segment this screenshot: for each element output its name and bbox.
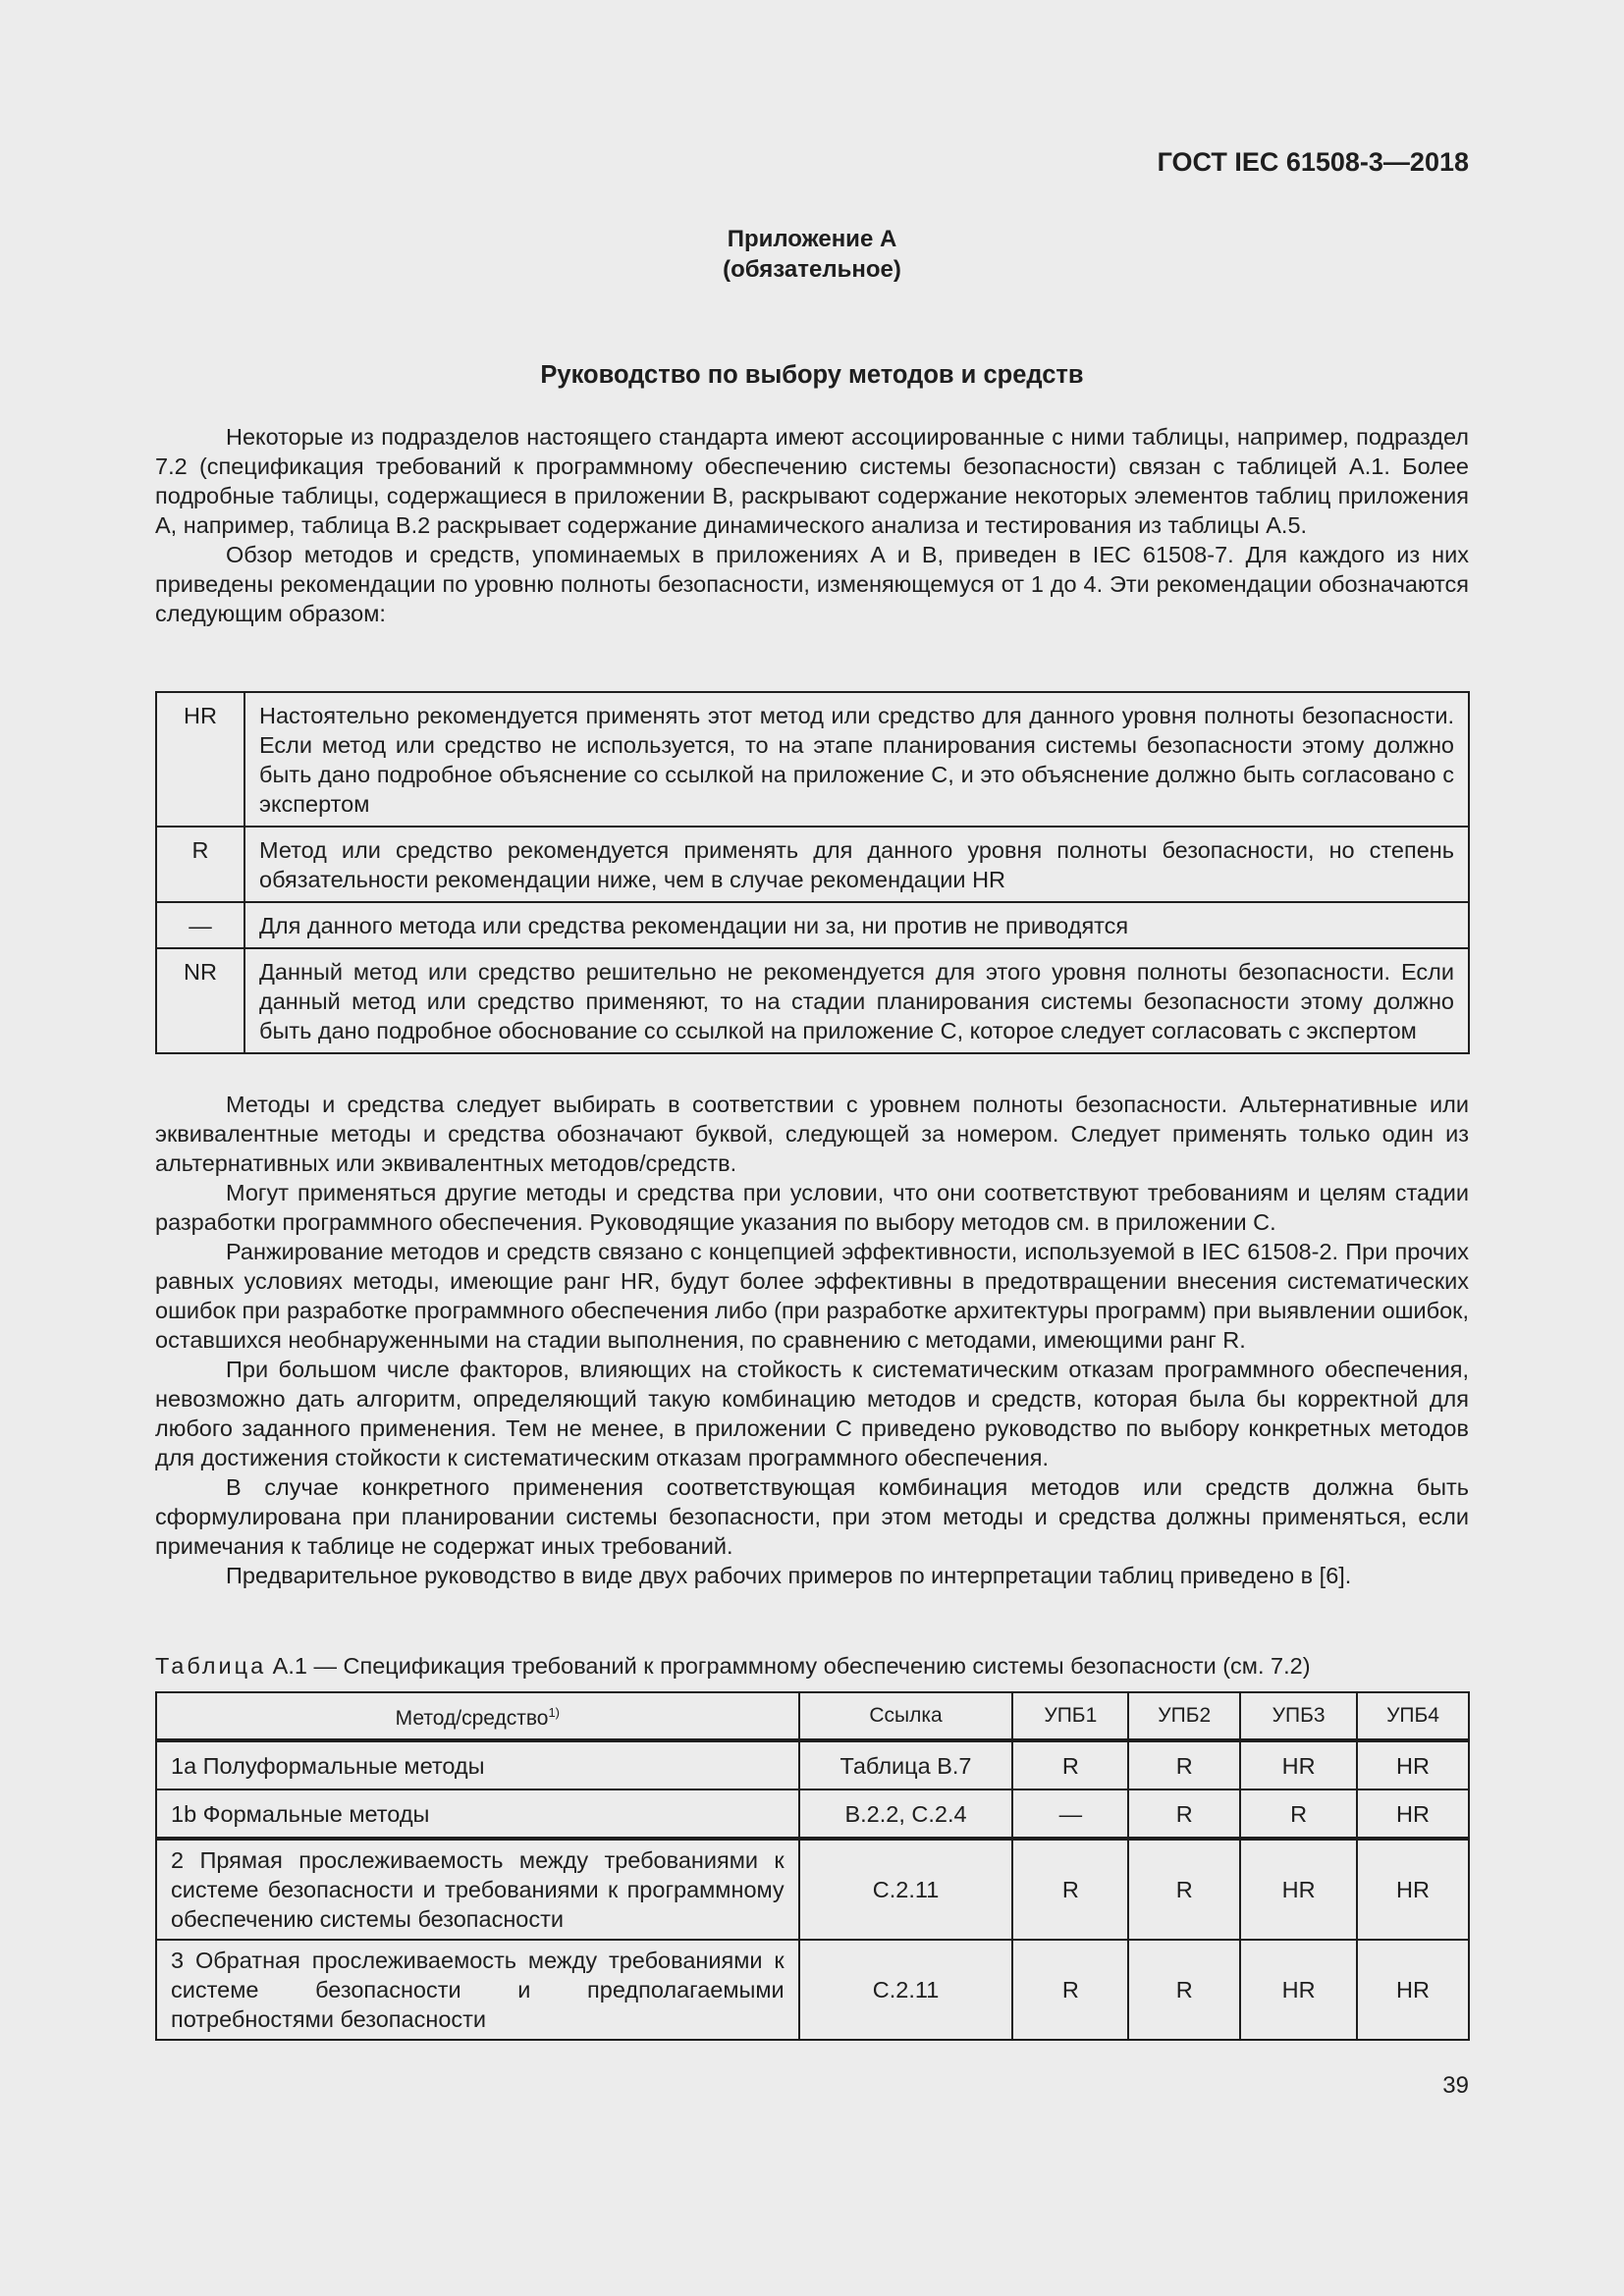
legend-code: R — [156, 827, 244, 902]
sil1-cell: R — [1012, 1839, 1128, 1940]
ref-cell: В.2.2, С.2.4 — [799, 1789, 1013, 1839]
table-row — [156, 1839, 1469, 1940]
table-caption-text: А.1 — Спецификация требований к программному обеспечению системы безопасности (см. 7.2) — [266, 1653, 1311, 1679]
requirements-spec-table — [155, 1691, 1470, 2041]
paragraph: Методы и средства следует выбирать в соответствии с уровнем полноты безопасности. Альтернативные или эквивалентные методы и средства обозначают буквой, следующей за номером. Следует применять только один из альтернативных или эквивалентных методов/средств. — [155, 1092, 1469, 1176]
col-header-ref: Ссылка — [799, 1692, 1013, 1740]
annex-heading — [0, 224, 1624, 285]
col-header-sil3: УПБ3 — [1240, 1692, 1357, 1740]
sil1-cell: R — [1012, 1940, 1128, 2040]
legend-text: Для данного метода или средства рекомендации ни за, ни против не приводятся — [244, 902, 1469, 948]
sil2-cell: R — [1128, 1740, 1240, 1789]
footnote-marker: 1) — [548, 1705, 561, 1720]
intro-text — [155, 422, 1469, 628]
sil2-cell: R — [1128, 1940, 1240, 2040]
page-number: 39 — [1442, 2072, 1469, 2099]
section-title: Руководство по выбору методов и средств — [540, 361, 1084, 389]
col-header-sil2: УПБ2 — [1128, 1692, 1240, 1740]
method-cell: 1b Формальные методы — [156, 1789, 799, 1839]
document-id: ГОСТ IEC 61508-3—2018 — [1157, 147, 1469, 177]
sil2-cell: R — [1128, 1839, 1240, 1940]
sil1-cell: R — [1012, 1740, 1128, 1789]
paragraph: В случае конкретного применения соответствующая комбинация методов или средств должна быть сформулирована при планировании системы безопасности, при этом методы и средства должны применяться, если примечания к таблице не содержат иных требований. — [155, 1474, 1469, 1559]
ref-cell: С.2.11 — [799, 1940, 1013, 2040]
table-caption-label: Таблица — [155, 1653, 267, 1679]
annex-subtitle: (обязательное) — [723, 256, 901, 283]
col-header-sil4: УПБ4 — [1357, 1692, 1469, 1740]
method-cell: 3 Обратная прослеживаемость между требованиями к системе безопасности и предполагаемыми потребностями безопасности — [156, 1940, 799, 2040]
sil4-cell: HR — [1357, 1940, 1469, 2040]
legend-code: HR — [156, 692, 244, 827]
col-header-method: Метод/средство$^{1)}$ — [156, 1692, 799, 1740]
paragraph: Ранжирование методов и средств связано с концепцией эффективности, используемой в IEC 61508-2. При прочих равных условиях методы, имеющие ранг HR, будут более эффективны в предотвращении внесения систематических ошибок при разработке программного обеспечения либо (при разработке архитектуры программ) при выявлении ошибок, оставшихся необнаруженными на стадии выполнения, по сравнению с методами, имеющими ранг R. — [155, 1239, 1469, 1353]
sil3-cell: R — [1240, 1789, 1357, 1839]
table-row — [156, 1789, 1469, 1839]
legend-row — [156, 902, 1469, 948]
legend-code: — — [156, 902, 244, 948]
legend-text: Настоятельно рекомендуется применять этот метод или средство для данного уровня полноты безопасности. Если метод или средство не используется, то на этапе планирования системы безопасности этому должно быть дано подробное объяснение со ссылкой на приложение С, и это объяснение должно быть согласовано с экспертом — [244, 692, 1469, 827]
col-header-sil1: УПБ1 — [1012, 1692, 1128, 1740]
table-row — [156, 1940, 1469, 2040]
sil3-cell: HR — [1240, 1740, 1357, 1789]
paragraph: Обзор методов и средств, упоминаемых в приложениях А и В, приведен в IEC 61508-7. Для каждого из них приведены рекомендации по уровню полноты безопасности, изменяющемуся от 1 до 4. Эти рекомендации обозначаются следующим образом: — [155, 542, 1469, 626]
sil2-cell: R — [1128, 1789, 1240, 1839]
body-text — [155, 1090, 1469, 1590]
sil4-cell: HR — [1357, 1839, 1469, 1940]
paragraph: При большом числе факторов, влияющих на стойкость к систематическим отказам программного обеспечения, невозможно дать алгоритм, определяющий такую комбинацию методов и средств, которая была бы корректной для любого заданного применения. Тем не менее, в приложении С приведено руководство по выбору конкретных методов для достижения стойкости к систематическим отказам программного обеспечения. — [155, 1357, 1469, 1470]
legend-row — [156, 827, 1469, 902]
recommendation-legend-table — [155, 691, 1470, 1054]
method-cell: 1a Полуформальные методы — [156, 1740, 799, 1789]
legend-row — [156, 948, 1469, 1053]
paragraph: Могут применяться другие методы и средства при условии, что они соответствуют требованиям и целям стадии разработки программного обеспечения. Руководящие указания по выбору методов см. в приложении С. — [155, 1180, 1469, 1235]
method-cell: 2 Прямая прослеживаемость между требованиями к системе безопасности и требованиями к программному обеспечению системы безопасности — [156, 1839, 799, 1940]
sil1-cell: — — [1012, 1789, 1128, 1839]
sil4-cell: HR — [1357, 1740, 1469, 1789]
legend-code: NR — [156, 948, 244, 1053]
sil3-cell: HR — [1240, 1839, 1357, 1940]
annex-title: Приложение А — [727, 226, 897, 252]
table-caption — [155, 1651, 1311, 1681]
sil4-cell: HR — [1357, 1789, 1469, 1839]
table-row — [156, 1740, 1469, 1789]
legend-text: Метод или средство рекомендуется применять для данного уровня полноты безопасности, но степень обязательности рекомендации ниже, чем в случае рекомендации HR — [244, 827, 1469, 902]
paragraph: Предварительное руководство в виде двух рабочих примеров по интерпретации таблиц приведено в [6]. — [226, 1563, 1352, 1588]
table-header-row — [156, 1692, 1469, 1740]
ref-cell: Таблица В.7 — [799, 1740, 1013, 1789]
paragraph: Некоторые из подразделов настоящего стандарта имеют ассоциированные с ними таблицы, например, подраздел 7.2 (спецификация требований к программному обеспечению системы безопасности) связан с таблицей А.1. Более подробные таблицы, содержащиеся в приложении В, раскрывают содержание некоторых элементов таблиц приложения А, например, таблица В.2 раскрывает содержание динамического анализа и тестирования из таблицы А.5. — [155, 424, 1469, 538]
legend-text: Данный метод или средство решительно не рекомендуется для этого уровня полноты безопасности. Если данный метод или средство применяют, то на стадии планирования системы безопасности этому должно быть дано подробное обоснование со ссылкой на приложение С, которое следует согласовать с экспертом — [244, 948, 1469, 1053]
legend-row — [156, 692, 1469, 827]
ref-cell: С.2.11 — [799, 1839, 1013, 1940]
sil3-cell: HR — [1240, 1940, 1357, 2040]
